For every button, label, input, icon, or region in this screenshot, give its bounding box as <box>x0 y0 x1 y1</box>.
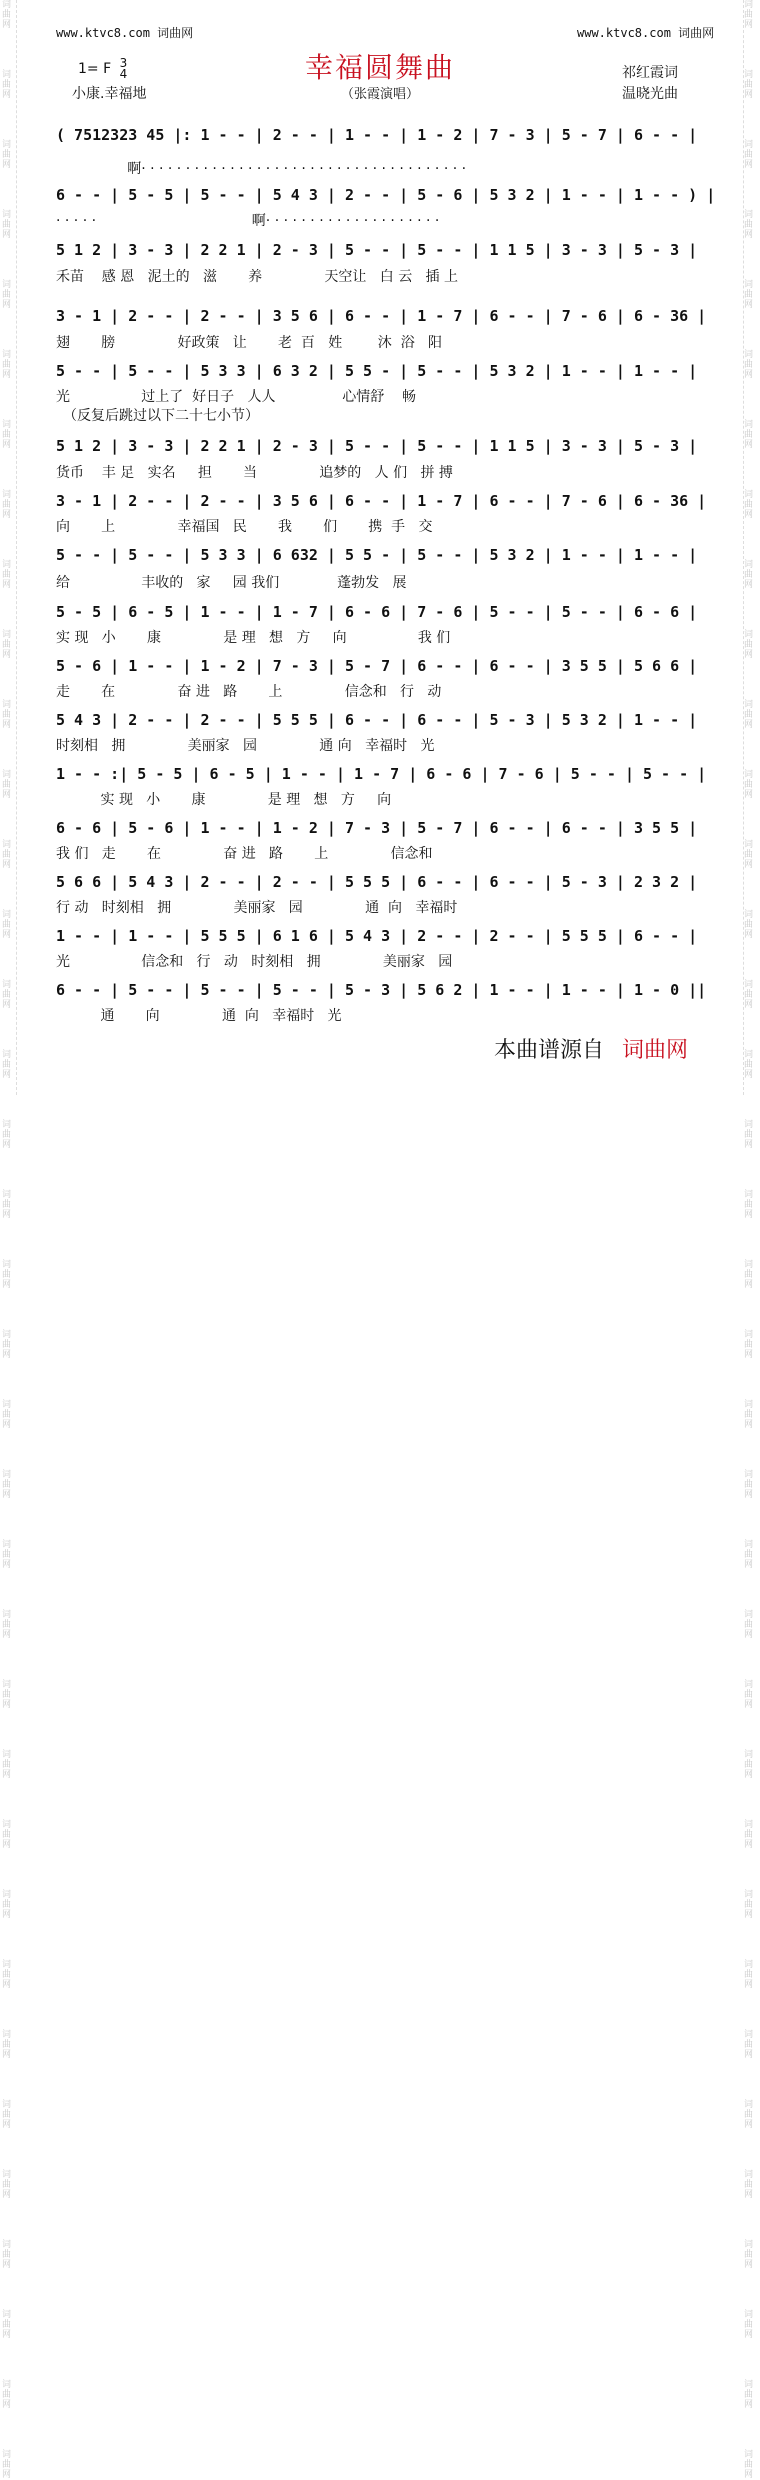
lyrics-row: 实 现 小 康 是 理 想 方 向 我 们 <box>56 630 451 646</box>
notes-row: 3 - 1 | 2 - - | 2 - - | 3 5 6 | 6 - - | 1 - 7 | 6 - - | 7 - 6 | 6 - 36 | <box>56 307 707 325</box>
notes-row: 5 4 3 | 2 - - | 2 - - | 5 5 5 | 6 - - | 6 - - | 5 - 3 | 5 3 2 | 1 - - | <box>56 711 698 729</box>
notes-row: 5 1 2 | 3 - 3 | 2 2 1 | 2 - 3 | 5 - - | 5 - - | 1 1 5 | 3 - 3 | 5 - 3 | <box>56 437 698 455</box>
notes-row: 5 6 6 | 5 4 3 | 2 - - | 2 - - | 5 5 5 | 6 - - | 6 - - | 5 - 3 | 2 3 2 | <box>56 873 698 891</box>
lyrics-row: 行 动 时刻相 拥 美丽家 园 通 向 幸福时 <box>56 900 458 916</box>
singer: （张霞演唱） <box>340 87 419 102</box>
lyrics-row: 啊· · · · · · · · · · · · · · · · · · · · · · · · · · · · · · · · · · · · · <box>56 161 467 177</box>
right-watermark-strip: 词 曲 网 词 曲 网 词 曲 网 词 曲 网 词 曲 网 词 曲 网 词 曲 网 词 曲 网 词 曲 网 词 曲 网 词 曲 网 词 曲 网 词 曲 网 词 曲 网 词 曲 网 词 曲 网 词 曲 网 词 曲 网 词 曲 网 词 曲 网 词 曲 网 词 曲 网 词 曲 网 词 曲 网 词 曲 网 词 曲 网 词 曲 网 词 曲 网 词 曲 网 词 曲 网 词 曲 网 词 曲 网 词 曲 网 词 曲 网 词 曲 网 词 曲 网 <box>743 0 758 1095</box>
notes-row: 6 - - | 5 - 5 | 5 - - | 5 4 3 | 2 - - | 5 - 6 | 5 3 2 | 1 - - | 1 - - ) | <box>56 186 716 204</box>
lyrics-row: 光 过上了 好日子 人人 心情舒 畅 <box>56 389 417 405</box>
key-signature <box>78 58 127 80</box>
notes-row: 1 - - | 1 - - | 5 5 5 | 6 1 6 | 5 4 3 | 2 - - | 2 - - | 5 5 5 | 6 - - | <box>56 927 698 945</box>
lyricist: 祁红霞词 <box>622 65 678 81</box>
notes-row: 6 - - | 5 - - | 5 - - | 5 - - | 5 - 3 | 5 6 2 | 1 - - | 1 - - | 1 - 0 || <box>56 981 707 999</box>
lyrics-row: 翅 膀 好政策 让 老 百 姓 沐 浴 阳 <box>56 335 443 351</box>
repeat-note: （反复后跳过以下二十七小节） <box>63 408 259 424</box>
time-signature <box>120 58 128 80</box>
footer-text: 本曲谱源自 <box>494 1038 605 1063</box>
site-url-right: www.ktvc8.com 词曲网 <box>577 26 715 40</box>
footer-source <box>494 1033 688 1064</box>
notes-row: 5 - - | 5 - - | 5 3 3 | 6 3 2 | 5 5 - | 5 - - | 5 3 2 | 1 - - | 1 - - | <box>56 362 698 380</box>
lyrics-row: · · · · · 啊· · · · · · · · · · · · · · · · · · · · <box>56 213 440 229</box>
footer-brand-link[interactable]: 词曲网 <box>622 1038 689 1063</box>
left-watermark-strip: 词 曲 网 词 曲 网 词 曲 网 词 曲 网 词 曲 网 词 曲 网 词 曲 网 词 曲 网 词 曲 网 词 曲 网 词 曲 网 词 曲 网 词 曲 网 词 曲 网 词 曲 网 词 曲 网 词 曲 网 词 曲 网 词 曲 网 词 曲 网 词 曲 网 词 曲 网 词 曲 网 词 曲 网 词 曲 网 词 曲 网 词 曲 网 词 曲 网 词 曲 网 词 曲 网 词 曲 网 词 曲 网 词 曲 网 词 曲 网 词 曲 网 词 曲 网 <box>2 0 17 1095</box>
notes-row: 5 - - | 5 - - | 5 3 3 | 6 632 | 5 5 - | 5 - - | 5 3 2 | 1 - - | 1 - - | <box>56 546 698 564</box>
notes-row: 3 - 1 | 2 - - | 2 - - | 3 5 6 | 6 - - | 1 - 7 | 6 - - | 7 - 6 | 6 - 36 | <box>56 492 707 510</box>
notes-row: 5 1 2 | 3 - 3 | 2 2 1 | 2 - 3 | 5 - - | 5 - - | 1 1 5 | 3 - 3 | 5 - 3 | <box>56 241 698 259</box>
lyrics-row: 给 丰收的 家 园 我们 蓬勃发 展 <box>56 575 407 591</box>
notes-row: 1 - - :| 5 - 5 | 6 - 5 | 1 - - | 1 - 7 | 6 - 6 | 7 - 6 | 5 - - | 5 - - | <box>56 765 707 783</box>
song-subtitle: 小康.幸福地 <box>72 86 147 102</box>
composer: 温晓光曲 <box>622 86 678 102</box>
site-url-left: www.ktvc8.com 词曲网 <box>56 26 194 40</box>
notes-row: 5 - 5 | 6 - 5 | 1 - - | 1 - 7 | 6 - 6 | 7 - 6 | 5 - - | 5 - - | 6 - 6 | <box>56 603 698 621</box>
lyrics-row: 光 信念和 行 动 时刻相 拥 美丽家 园 <box>56 954 453 970</box>
song-title: 幸福圆舞曲 <box>304 51 455 84</box>
lyrics-row: 我 们 走 在 奋 进 路 上 信念和 <box>56 846 433 862</box>
lyrics-row: 时刻相 拥 美丽家 园 通 向 幸福时 光 <box>56 738 435 754</box>
lyrics-row: 实 现 小 康 是 理 想 方 向 <box>56 792 392 808</box>
lyrics-row: 禾苗 感 恩 泥土的 滋 养 天空让 白 云 插 上 <box>56 269 459 285</box>
lyrics-row: 向 上 幸福国 民 我 们 携 手 交 <box>56 519 433 535</box>
notes-row: 5 - 6 | 1 - - | 1 - 2 | 7 - 3 | 5 - 7 | 6 - - | 6 - - | 3 5 5 | 5 6 6 | <box>56 657 698 675</box>
time-top: 3 <box>119 56 128 70</box>
lyrics-row: 货币 丰 足 实名 担 当 追梦的 人 们 拼 搏 <box>56 465 453 481</box>
key-label: 1= F <box>78 61 112 77</box>
time-bottom: 4 <box>119 67 128 81</box>
lyrics-row: 走 在 奋 进 路 上 信念和 行 动 <box>56 684 442 700</box>
notes-row: ( 7512323 45 |: 1 - - | 2 - - | 1 - - | 1 - 2 | 7 - 3 | 5 - 7 | 6 - - | <box>56 126 698 144</box>
notes-row: 6 - 6 | 5 - 6 | 1 - - | 1 - 2 | 7 - 3 | 5 - 7 | 6 - - | 6 - - | 3 5 5 | <box>56 819 698 837</box>
lyrics-row: 通 向 通 向 幸福时 光 <box>56 1008 342 1024</box>
